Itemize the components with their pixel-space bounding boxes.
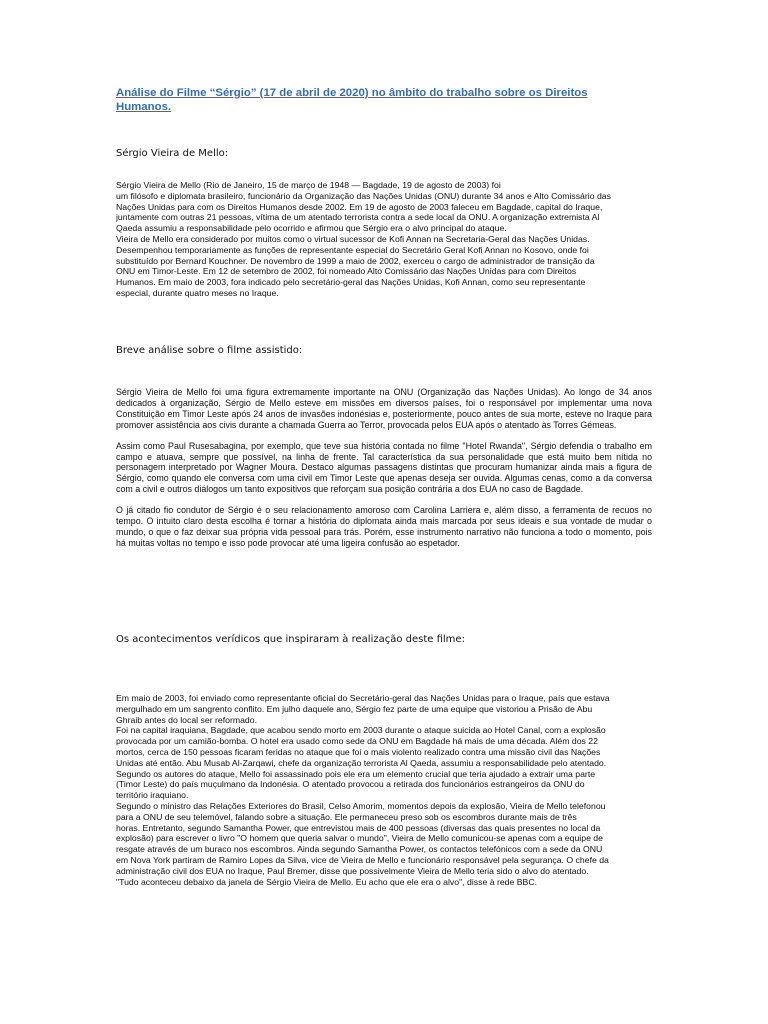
text-line: horas. Entretanto, segundo Samantha Power, que entrevistou mais de 400 pessoas (diversas das quais presentes no local da [116,822,601,833]
document-title[interactable]: Análise do Filme “Sérgio” (17 de abril de 2020) no âmbito do trabalho sobre os Direitos Humanos. [116,87,588,113]
text-line: explosão) para escrever o livro "O homem que queria salvar o mundo", Vieira de Mello comunicou-se apenas com a equipe de [116,833,603,844]
text-line: Segundo o ministro das Relações Exteriores do Brasil, Celso Amorim, momentos depois da explosão, Vieira de Mello telefonou [116,800,606,811]
text-line: "Tudo aconteceu debaixo da janela de Sérgio Vieira de Mello. Eu acho que ele era o alvo", disse à rede BBC. [116,876,538,887]
text-line: Vieira de Mello era considerado por muitos como o virtual sucessor de Kofi Annan na Secretaria-Geral das Nações Unidas. [116,233,590,244]
text-line: Desempenhou temporariamente as funções de representante especial do Secretário Geral Kofi Annan no Kosovo, onde foi [116,244,589,255]
text-line: juntamente com outras 21 pessoas, vítima de um atentado terrorista contra a sede local da ONU. A organização extremista Al [116,212,600,223]
text-line: resgate através de um buraco nos escombros. Ainda segundo Samantha Power, os contactos telefónicos com a sede da ONU [116,844,603,855]
text-line: Ghraib antes do local ser reformado. [116,714,258,725]
text-line: território iraquiano. [116,790,189,801]
text-line: substituído por Bernard Kouchner. De novembro de 1999 a maio de 2002, exerceu o cargo de administrador de transição da [116,255,595,266]
text-line: mortos, cerca de 150 pessoas ficaram feridas no ataque que foi o mais violento realizado contra uma missão civil das Nações [116,746,601,757]
text-line: administração civil dos EUA no Iraque, Paul Bremer, disse que possivelmente Vieira de Mello teria sido o alvo do atentado. [116,865,589,876]
text-line: Sérgio Vieira de Mello (Rio de Janeiro, 15 de março de 1948 — Bagdade, 19 de agosto de 2003) foi [116,180,501,190]
events-text [116,693,652,887]
text-line: Humanos. Em maio de 2003, fora indicado pelo secretário-geral das Nações Unidas, Kofi Annan, como seu representante [116,277,586,288]
bio-text [116,180,652,299]
text-line: Foi na capital iraquiana, Bagdade, que acabou sendo morto em 2003 durante o ataque suicida ao Hotel Canal, com a explosão [116,725,606,736]
text-line: mergulhado em um sangrento conflito. Em julho daquele ano, Sérgio fez parte de uma equipe que vistoriou a Prisão de Abu [116,703,593,714]
paragraph: Assim como Paul Rusesabagina, por exemplo, que teve sua história contada no filme "Hotel Rwanda", Sérgio defendia o trabalho em campo e atuava, sempre que possível, na linha de frente. Tal característica da sua personalidade que está muito bem nítida no personagem interpretado por Wagner Moura. Destaco algumas passagens distintas que procuram humanizar ainda mais a figura de Sérgio, como quando ele conversa com uma civil em Timor Leste que apenas deseja ser ouvida. Algumas cenas, como a da conversa com a civil e outros diálogos um tanto expositivos que reforçam sua posição contrária a dos EUA no caso de Bagdade. [116,440,652,495]
section-heading-events: Os acontecimentos verídicos que inspiraram à realização deste filme: [116,634,465,645]
section-heading-analysis: Breve análise sobre o filme assistido: [116,345,303,356]
text-line: Segundo os autores do ataque, Mello foi assassinado pois ele era um elemento crucial que teria ajudado a extrair uma parte [116,768,596,779]
section-heading-bio: Sérgio Vieira de Mello: [116,148,229,159]
text-line: em Nova York partiram de Ramiro Lopes da Silva, vice de Vieira de Mello e funcionário responsável pela segurança. O chefe da [116,854,609,865]
text-line: Nações Unidas para com os Direitos Humanos desde 2002. Em 19 de agosto de 2003 faleceu em Bagdade, capital do Iraque, [116,201,603,212]
paragraph: O já citado fio condutor de Sérgio é o seu relacionamento amoroso com Carolina Larriera e, além disso, a ferramenta de recuos no tempo. O intuito claro desta escolha é tornar a história do diplomata ainda mais marcada por seus ideais e sua vontade de mudar o mundo, o que o faz deixar sua própria vida pessoal para trás. Porém, esse instrumento narrativo não funciona a todo o momento, pois há muitas voltas no tempo e isso pode provocar até uma ligeira confusão ao espetador. [116,505,652,548]
paragraph: Sérgio Vieira de Mello foi uma figura extremamente importante na ONU (Organização das Nações Unidas). Ao longo de 34 anos dedicados à organização, Sérgio de Mello esteve em missões em diversos países, foi o responsável por implementar uma nova Constituição em Timor Leste após 24 anos de invasões indonésias e, posteriormente, pouco antes de sua morte, esteve no Iraque para promover assistência aos civis durante a chamada Guerra ao Terror, provocada pelos EUA após o atentado às Torres Gémeas. [116,387,652,430]
text-line: provocada por um camião-bomba. O hotel era usado como sede da ONU em Bagdade há mais de uma década. Além dos 22 [116,736,598,747]
text-line: ONU em Timor-Leste. Em 12 de setembro de 2002, foi nomeado Alto Comissário das Nações Unidas para com Direitos [116,266,577,277]
text-line: Em maio de 2003, foi enviado como representante oficial do Secretário-geral das Nações Unidas para o Iraque, país que estava [116,693,610,703]
analysis-text [116,387,652,549]
text-line: Qaeda assumiu a responsabilidade pelo ocorrido e afirmou que Sérgio era o alvo principal do ataque. [116,223,507,234]
text-line: para a ONU de seu telemóvel, falando sobre a situação. Ele permaneceu preso sob os escombros durante mais de três [116,811,577,822]
text-line: especial, durante quatro meses no Iraque. [116,287,279,298]
text-line: um filósofo e diplomata brasileiro, funcionário da Organização das Nações Unidas (ONU) durante 34 anos e Alto Comissário das [116,190,611,201]
text-line: (Timor Leste) do país muçulmano da Indonésia. O atentado provocou a retirada dos funcionários estrangeiros da ONU do [116,779,585,790]
text-line: Unidas até então. Abu Musab Al-Zarqawi, chefe da organização terrorista Al Qaeda, assumiu a responsabilidade pelo atentado. [116,757,607,768]
